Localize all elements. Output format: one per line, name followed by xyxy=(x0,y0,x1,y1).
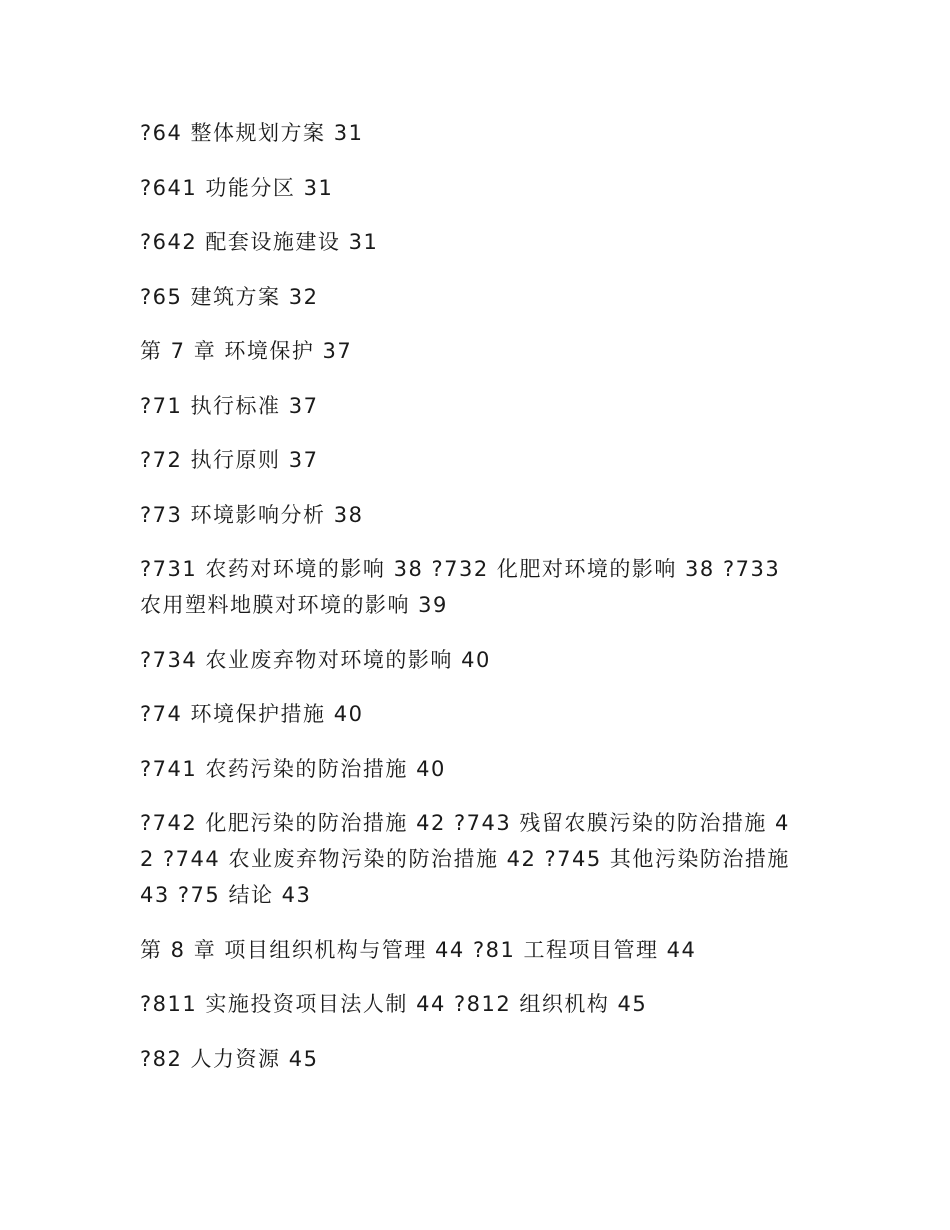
toc-entry: 第 8 章 项目组织机构与管理 44 ?81 工程项目管理 44 xyxy=(140,937,697,962)
toc-entry: ?73 环境影响分析 38 xyxy=(140,502,364,527)
toc-entry: ?71 执行标准 37 xyxy=(140,393,319,418)
toc-entry: ?741 农药污染的防治措施 40 xyxy=(140,756,446,781)
toc-entry: ?734 农业废弃物对环境的影响 40 xyxy=(140,647,491,672)
toc-entry: ?82 人力资源 45 xyxy=(140,1046,319,1071)
table-of-contents xyxy=(140,115,800,1095)
toc-entry: ?74 环境保护措施 40 xyxy=(140,702,364,726)
toc-entry: ?64 整体规划方案 31 xyxy=(140,121,364,145)
toc-entry: ?641 功能分区 31 xyxy=(140,175,334,200)
toc-entry: ?642 配套设施建设 31 xyxy=(140,230,379,254)
toc-entry: ?731 农药对环境的影响 38 ?732 化肥对环境的影响 38 ?733 农用塑料地膜对环境的影响 39 xyxy=(140,557,781,617)
toc-entry: ?811 实施投资项目法人制 44 ?812 组织机构 45 xyxy=(140,992,648,1016)
toc-entry: 第 7 章 环境保护 37 xyxy=(140,339,353,363)
toc-entry: ?72 执行原则 37 xyxy=(140,448,319,472)
toc-entry: ?742 化肥污染的防治措施 42 ?743 残留农膜污染的防治措施 42 ?744 农业废弃物污染的防治措施 42 ?745 其他污染防治措施 43 ?75 结论 43 xyxy=(140,811,790,907)
toc-entry: ?65 建筑方案 32 xyxy=(140,284,319,309)
